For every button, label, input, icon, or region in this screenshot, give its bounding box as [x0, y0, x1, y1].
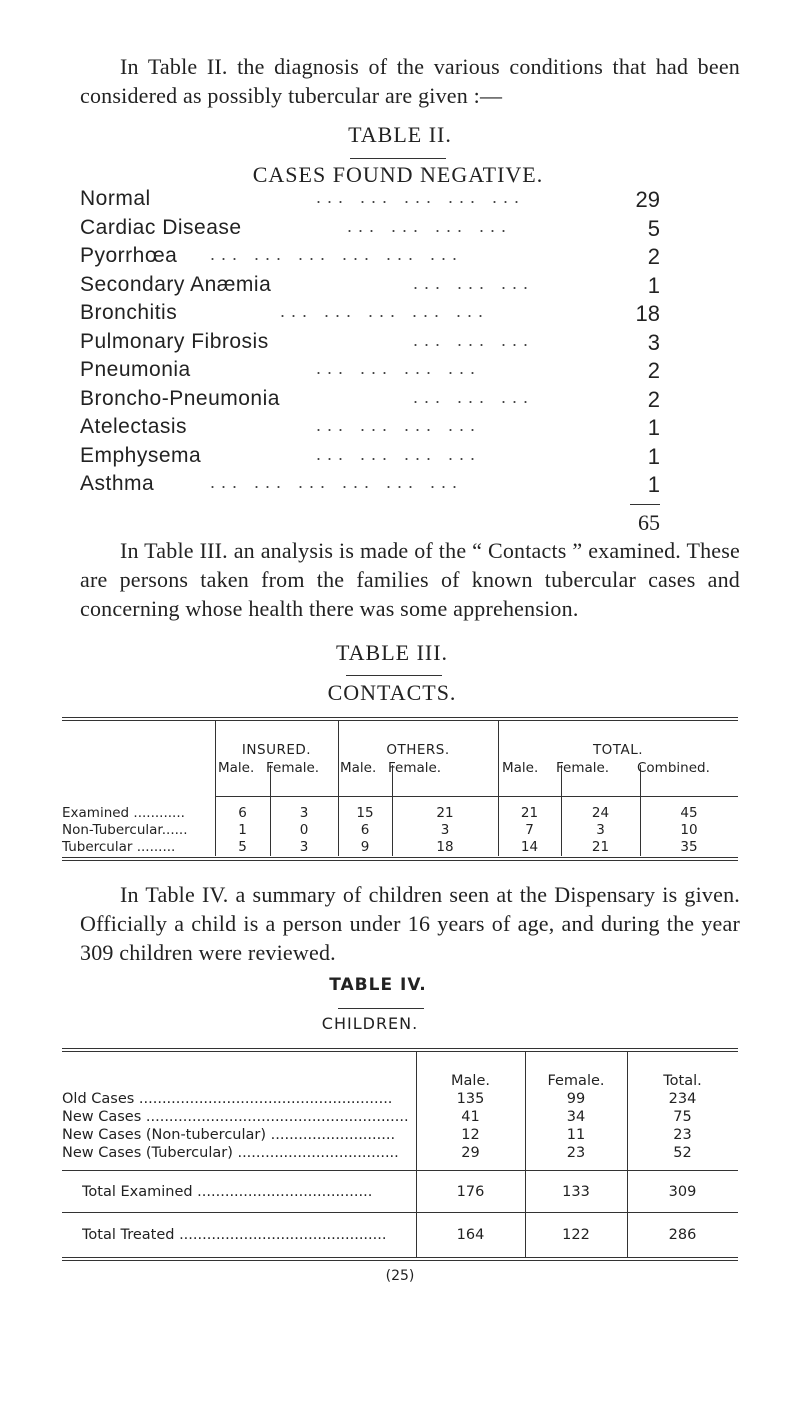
- table2-row: [80, 358, 660, 387]
- table3-col-header: Female.: [388, 760, 442, 776]
- table4-cell: 11: [566, 1127, 586, 1143]
- table2-row: [80, 216, 660, 245]
- table3-cell: 3: [299, 805, 309, 821]
- table2-row-value: 5: [647, 215, 660, 241]
- leader-dots: ... ... ... ...: [347, 215, 513, 236]
- table4-cell: 234: [668, 1091, 697, 1107]
- table2-row-value: 18: [635, 301, 660, 326]
- table3-top-rule: [62, 717, 738, 718]
- table2-row: [80, 387, 660, 416]
- table2-row-label: Pneumonia: [80, 358, 191, 381]
- children-paragraph: In Table IV. a summary of children seen at the Dispensary is given. Officially a child is a person under 16 years of age, and during the year 309 children were reviewed.: [80, 882, 740, 965]
- table2-total: 65: [638, 510, 660, 535]
- table4-col-header: Total.: [663, 1073, 702, 1089]
- table3-cell: 21: [591, 839, 610, 855]
- table3-group-others: OTHERS.: [386, 742, 450, 758]
- table3-cell: 6: [360, 822, 370, 838]
- table4-cell: 23: [673, 1127, 692, 1143]
- leader-dots: ... ... ...: [413, 329, 535, 350]
- table3-cell: 0: [299, 822, 309, 838]
- table2-row-value: 3: [647, 329, 660, 355]
- table2-row-value: 1: [647, 472, 660, 497]
- table3-cell: 3: [440, 822, 450, 838]
- table3-cell: 7: [525, 822, 534, 838]
- table2-subtitle: CASES FOUND NEGATIVE.: [252, 162, 544, 187]
- table3-bottom-rule: [62, 857, 738, 858]
- table4-row-label: Old Cases .......................................................: [62, 1091, 393, 1107]
- table2-list: [80, 187, 660, 501]
- table2-row: [80, 415, 660, 444]
- table4-cell: 23: [566, 1145, 586, 1161]
- table3-cell: 9: [360, 839, 370, 855]
- table2-row-label: Normal: [80, 187, 151, 210]
- table3-cell: 1: [238, 822, 247, 838]
- table3-cell: 18: [436, 839, 454, 855]
- table2-row-value: 1: [647, 272, 660, 298]
- table4-cell: 29: [461, 1145, 480, 1161]
- table4-cell: 164: [456, 1227, 485, 1243]
- table4-cell: 176: [456, 1184, 485, 1200]
- leader-dots: ... ... ... ...: [316, 443, 482, 464]
- table4-title-rule: [338, 1008, 424, 1009]
- table4-divider-rule: [62, 1170, 738, 1171]
- table2-row-value: 2: [647, 358, 660, 383]
- table3-cell: 14: [520, 839, 539, 855]
- leader-dots: ... ... ... ... ...: [280, 301, 490, 321]
- table4-cell: 286: [668, 1227, 697, 1243]
- table2-row: [80, 444, 660, 473]
- table2-row-value: 1: [647, 415, 660, 440]
- page-number: (25): [385, 1268, 415, 1284]
- table3-cell: 15: [356, 805, 374, 821]
- table2-row-value: 2: [647, 386, 660, 412]
- table3-row-label: Non-Tubercular......: [62, 822, 188, 838]
- table2-row: [80, 330, 660, 359]
- table4-cell: 133: [562, 1184, 590, 1200]
- table2-row-label: Pulmonary Fibrosis: [80, 329, 269, 353]
- table4-total-treated-label: Total Treated .............................................: [82, 1227, 387, 1243]
- table4-subtitle: CHILDREN.: [321, 1014, 419, 1033]
- table2-row: [80, 301, 660, 330]
- table2-title: TABLE II.: [348, 122, 452, 147]
- leader-dots: ... ... ... ...: [316, 358, 482, 378]
- table4-bottom-rule: [62, 1257, 738, 1258]
- table3-cell: 10: [680, 822, 698, 838]
- table3-header-rule: [215, 796, 738, 797]
- table4-cell: 122: [562, 1227, 590, 1243]
- table3-group-insured: INSURED.: [241, 742, 312, 758]
- table4-bottom-rule-2: [62, 1260, 738, 1261]
- table2-row-label: Broncho-Pneumonia: [80, 386, 280, 410]
- table4-cell: 135: [456, 1091, 485, 1107]
- table4-divider-rule: [62, 1212, 738, 1213]
- table2-row-label: Atelectasis: [80, 415, 188, 438]
- table4-row-label: New Cases (Tubercular) ...................................: [62, 1145, 399, 1161]
- table4-cell: 309: [668, 1184, 697, 1200]
- table3-col-header: Male.: [218, 760, 255, 776]
- table3-subtitle: CONTACTS.: [327, 680, 457, 705]
- table3-cell: 24: [591, 805, 610, 821]
- intro-paragraph: In Table II. the diagnosis of the various conditions that had been considered as possibly tubercular are given :—: [80, 54, 740, 108]
- table3-col-header: Female.: [266, 760, 320, 776]
- table2-row-label: Cardiac Disease: [80, 215, 242, 239]
- table3-col-header: Female.: [556, 760, 610, 776]
- table3-top-rule-2: [62, 720, 738, 721]
- table4-top-rule: [62, 1048, 738, 1049]
- table3-row-label: Tubercular .........: [62, 839, 176, 855]
- table4-row-label: New Cases (Non-tubercular) ...........................: [62, 1127, 396, 1143]
- table4-cell: 52: [673, 1145, 692, 1161]
- leader-dots: ... ... ...: [413, 386, 535, 407]
- table2-row-label: Asthma: [80, 472, 155, 495]
- table2-row: [80, 273, 660, 302]
- table2-row-label: Bronchitis: [80, 301, 178, 324]
- table2-row-label: Pyorrhœa: [80, 244, 178, 267]
- table3-cell: 6: [238, 805, 247, 821]
- leader-dots: ... ... ...: [413, 272, 535, 293]
- table2-row-value: 29: [635, 187, 660, 212]
- table3-cell: 3: [299, 839, 309, 855]
- table4-col-header: Male.: [451, 1073, 490, 1089]
- leader-dots: ... ... ... ...: [316, 415, 482, 435]
- table4-cell: 75: [673, 1109, 692, 1125]
- table3-title: TABLE III.: [335, 640, 449, 665]
- table3-cell: 45: [680, 805, 698, 821]
- leader-dots: ... ... ... ... ... ...: [210, 244, 464, 264]
- table2-row-value: 1: [647, 443, 660, 469]
- table3-title-rule: [346, 675, 442, 676]
- table3-cell: 21: [520, 805, 539, 821]
- table4-cell: 34: [566, 1109, 586, 1125]
- table4-col-header: Female.: [547, 1073, 605, 1089]
- leader-dots: ... ... ... ... ... ...: [210, 472, 464, 492]
- table2-row-value: 2: [647, 244, 660, 269]
- table4-cell: 99: [566, 1091, 586, 1107]
- table3-col-header: Male.: [502, 760, 539, 776]
- table2-sum-rule: [630, 504, 660, 505]
- table2-row: [80, 472, 660, 501]
- table3-cell: 3: [596, 822, 605, 838]
- table2-row: [80, 187, 660, 216]
- table3-cell: 21: [436, 805, 454, 821]
- table4-total-examined-label: Total Examined ......................................: [82, 1184, 373, 1200]
- table2-title-rule: [350, 158, 446, 159]
- table4-row-label: New Cases .........................................................: [62, 1109, 409, 1125]
- table4-cell: 12: [461, 1127, 480, 1143]
- table2-row: [80, 244, 660, 273]
- table3-cell: 5: [238, 839, 247, 855]
- table3-group-total: TOTAL.: [592, 742, 644, 758]
- table4-cell: 41: [461, 1109, 480, 1125]
- table4-title: TABLE IV.: [329, 975, 427, 995]
- table4-top-rule-2: [62, 1051, 738, 1052]
- table2-row-label: Secondary Anæmia: [80, 272, 272, 296]
- contacts-paragraph: In Table III. an analysis is made of the “ Contacts ” examined. These are persons taken from the families of known tubercular cases and concerning whose health there was some apprehension.: [80, 538, 740, 621]
- table3-cell: 35: [680, 839, 698, 855]
- table3-col-header: Male.: [340, 760, 377, 776]
- table3-col-header: Combined.: [637, 760, 710, 776]
- leader-dots: ... ... ... ... ...: [316, 187, 526, 207]
- table3-bottom-rule-2: [62, 860, 738, 861]
- table3-row-label: Examined ............: [62, 805, 185, 821]
- table2-row-label: Emphysema: [80, 443, 202, 467]
